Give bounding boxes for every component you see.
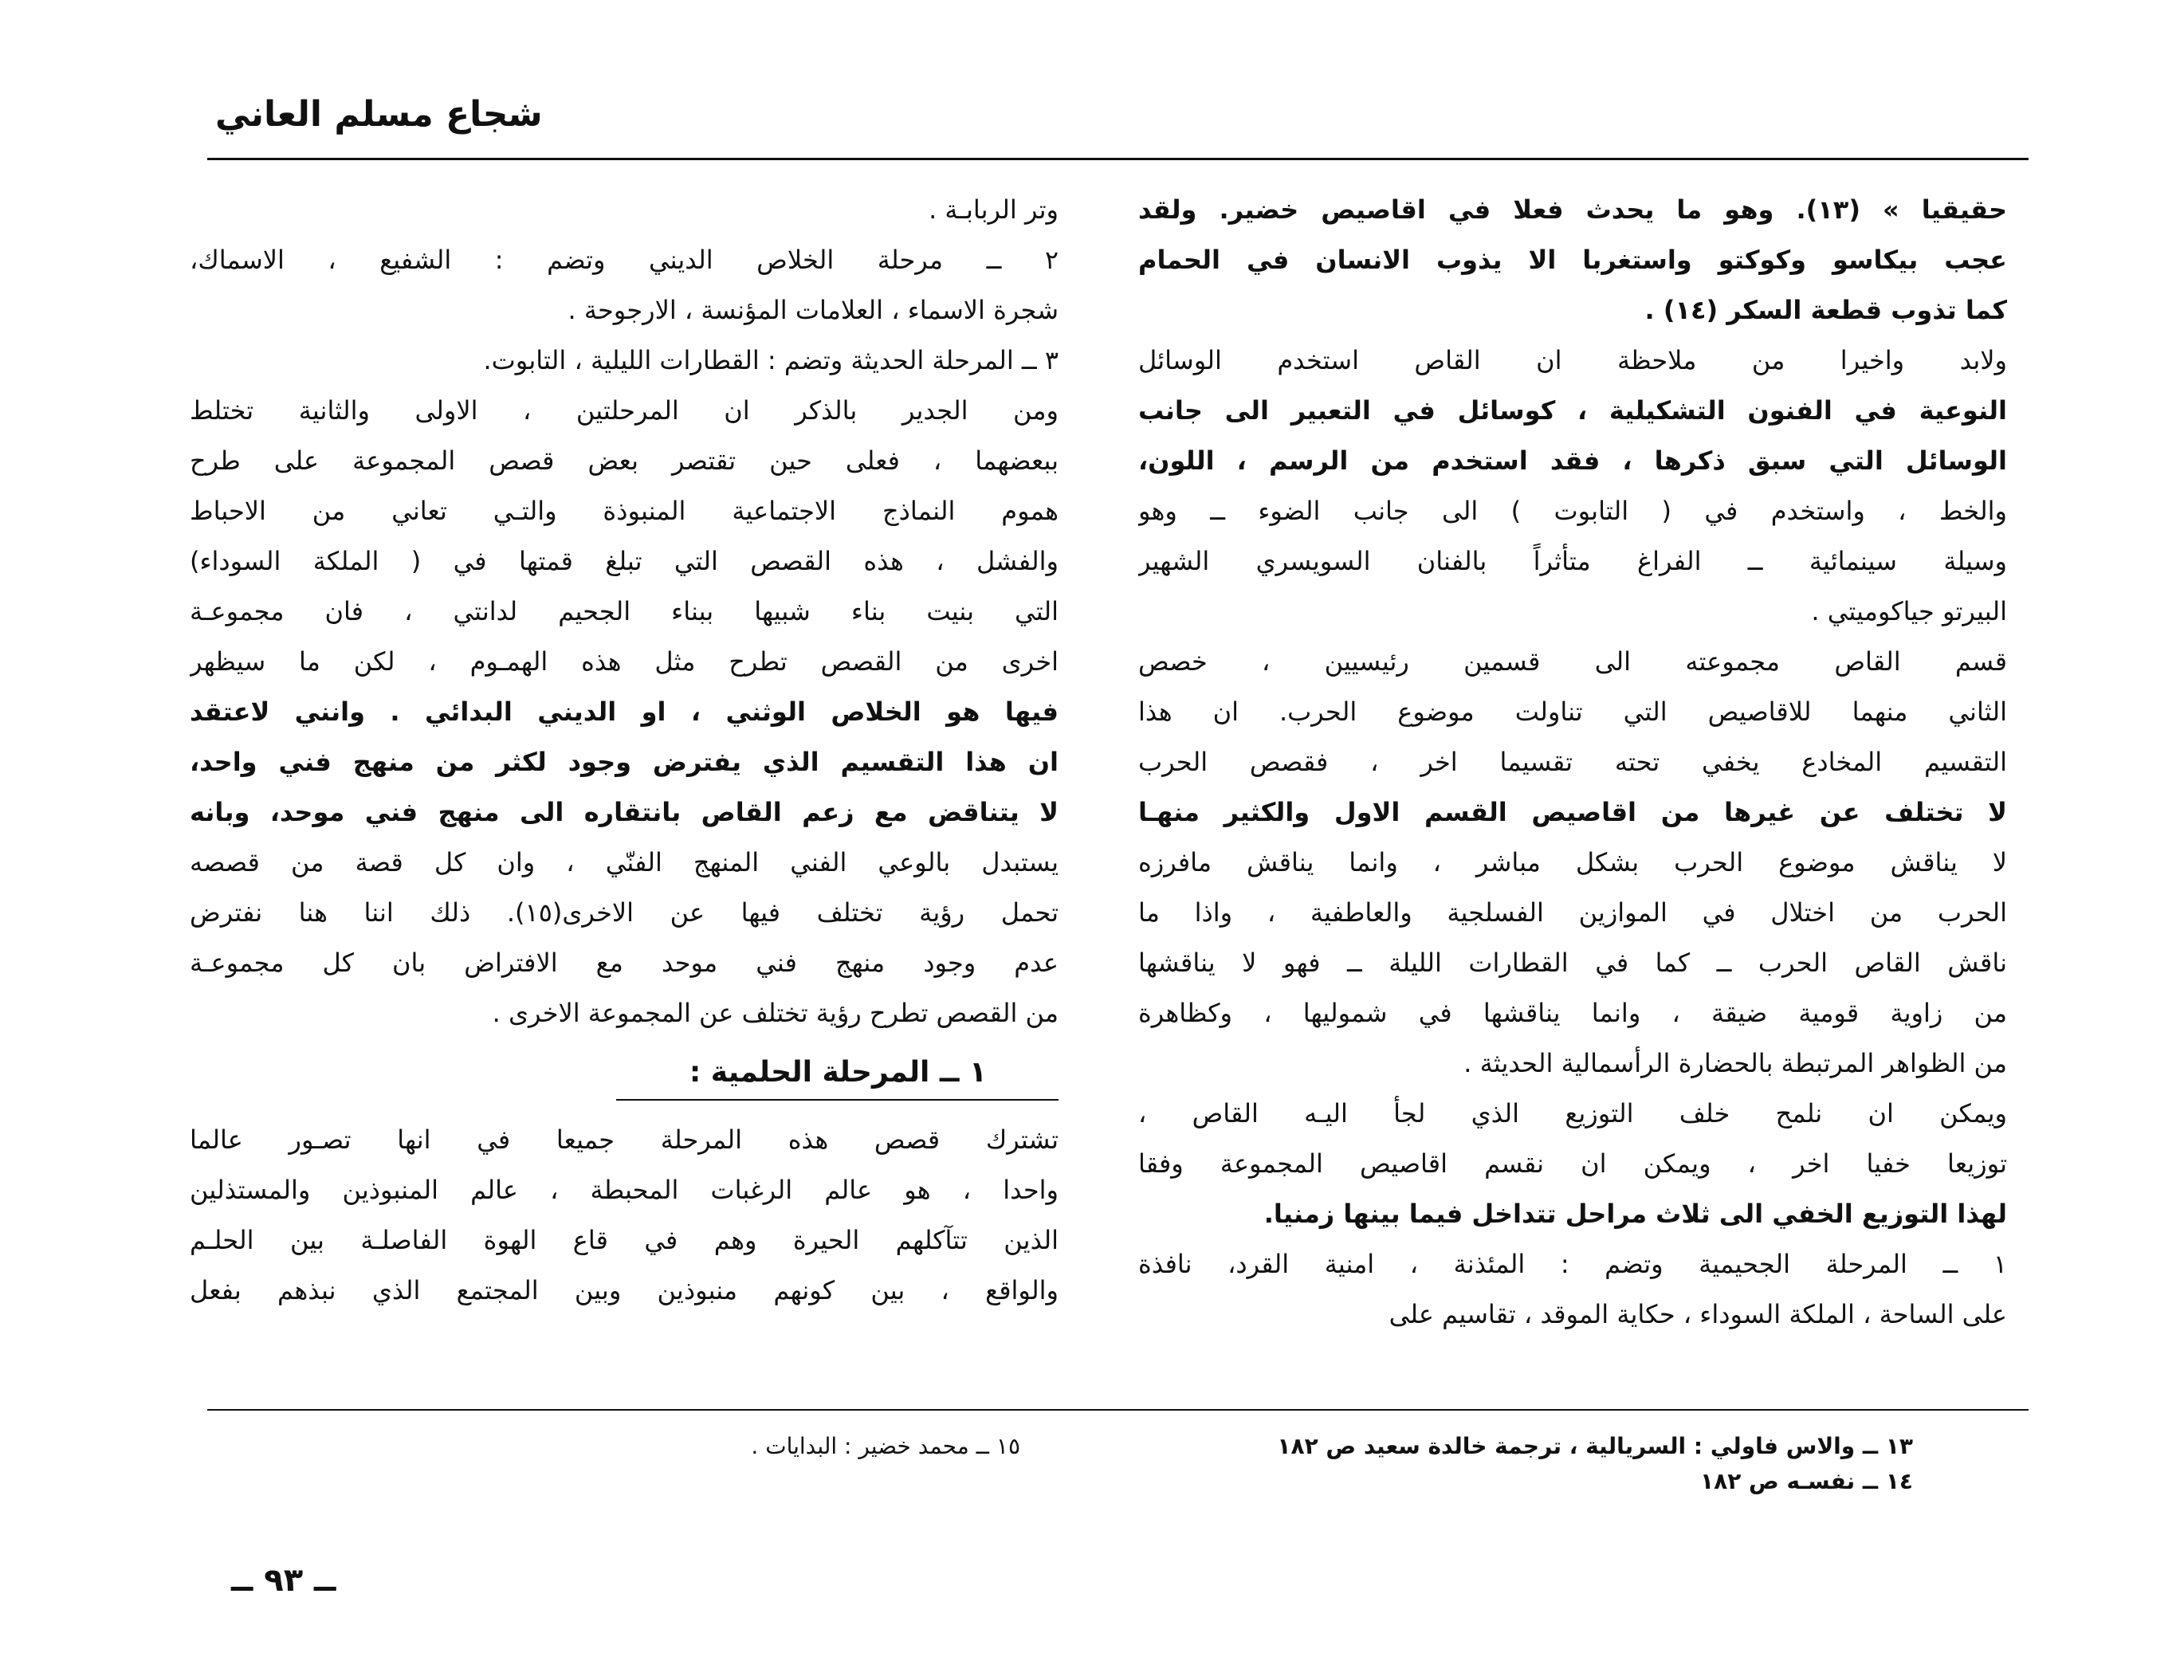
text-line: والخط ، واستخدم في ( التابوت ) الى جانب الضوء ــ وهو [1138, 496, 2007, 526]
text-line: من زاوية قومية ضيقة ، وانما يناقشها في شموليها ، وكظاهرة [1138, 998, 2007, 1028]
text-line: قسم القاص مجموعته الى قسمين رئيسيين ، خصص [1138, 646, 2007, 677]
text-line: التي بنيت بناء شبيها ببناء الجحيم لدانتي ، فان مجموعـة [190, 596, 1059, 626]
section-heading: ١ ــ المرحلة الحلمية : [689, 1056, 987, 1089]
text-line: اخرى من القصص تطرح مثل هذه الهمـوم ، لكن ما سيظهر [190, 646, 1059, 677]
text-line: تحمل رؤية تختلف فيها عن الاخرى(١٥). ذلك اننا هنا نفترض [190, 897, 1059, 928]
text-line: عجب بيكاسو وكوكتو واستغربا الا يذوب الانسان في الحمام [1138, 245, 2007, 275]
text-line: ٢ ــ مرحلة الخلاص الديني وتضم : الشفيع ، الاسماك، [190, 245, 1059, 275]
text-line: شجرة الاسماء ، العلامات المؤنسة ، الارجوحة . [568, 295, 1059, 325]
text-line: لا يتناقض مع زعم القاص بانتقاره الى منهج فني موحد، وبانه [190, 797, 1059, 827]
heading-underline [616, 1099, 1059, 1101]
text-line: لا تختلف عن غيرها من اقاصيص القسم الاول والكثير منهـا [1138, 797, 2007, 827]
text-column-left [190, 185, 1059, 1396]
text-line: الذين تتآكلهم الحيرة وهم في قاع الهوة الفاصلـة بين الحلـم [190, 1225, 1059, 1255]
text-line: كما تذوب قطعة السكر (١٤) . [1644, 295, 2007, 325]
text-line: حقيقيا » (١٣). وهو ما يحدث فعلا في اقاصيص خضير. ولقد [1138, 194, 2007, 225]
text-line: ١ ــ المرحلة الجحيمية وتضم : المئذنة ، امنية القرد، نافذة [1138, 1249, 2007, 1279]
text-line: والواقع ، بين كونهم منبوذين وبين المجتمع الذي نبذهم بفعل [190, 1275, 1059, 1305]
text-line: ولابد واخيرا من ملاحظة ان القاص استخدم الوسائل [1138, 345, 2007, 375]
text-line: لهذا التوزيع الخفي الى ثلاث مراحل تتداخل فيما بينها زمنيا. [1263, 1199, 2007, 1229]
text-line: من الظواهر المرتبطة بالحضارة الرأسمالية الحديثة . [1463, 1048, 2007, 1078]
text-line: توزيعا خفيا اخر ، ويمكن ان نقسم اقاصيص المجموعة وفقا [1138, 1148, 2007, 1179]
text-line: تشترك قصص هذه المرحلة جميعا في انها تصـور عالما [190, 1125, 1059, 1155]
spacer [190, 1038, 1059, 1046]
running-header-author: شجاع مسلم العاني [215, 94, 543, 135]
text-line: البيرتو جياكوميتي . [1811, 596, 2007, 626]
text-line: وتر الربابـة . [929, 194, 1059, 225]
text-line: من القصص تطرح رؤية تختلف عن المجموعة الاخرى . [492, 998, 1059, 1028]
text-line: واحدا ، هو عالم الرغبات المحبطة ، عالم المنبوذين والمستذلين [190, 1175, 1059, 1205]
text-line: والفشل ، هذه القصص التي تبلغ قمتها في ( الملكة السوداء) [190, 546, 1059, 576]
header-rule [207, 158, 2029, 160]
page-number: ــ ٩٣ ــ [231, 1562, 336, 1599]
text-line: ٣ ــ المرحلة الحديثة وتضم : القطارات الليلية ، التابوت. [483, 345, 1059, 375]
text-line: وسيلة سينمائية ــ الفراغ متأثراً بالفنان السويسري الشهير [1138, 546, 2007, 576]
text-line: الوسائل التي سبق ذكرها ، فقد استخدم من الرسم ، اللون، [1138, 446, 2007, 476]
text-line: ان هذا التقسيم الذي يفترض وجود لكثر من منهج فني واحد، [190, 747, 1059, 777]
text-line: ويمكن ان نلمح خلف التوزيع الذي لجأ اليـه القاص ، [1138, 1098, 2007, 1129]
text-line: لا يناقش موضوع الحرب بشكل مباشر ، وانما يناقش مافرزه [1138, 847, 2007, 877]
footnote-13: ١٣ ــ والاس فاولي : السريالية ، ترجمة خالدة سعيد ص ١٨٢ [1277, 1433, 1913, 1459]
text-line: ببعضهما ، فعلى حين تقتصر بعض قصص المجموعة على طرح [190, 446, 1059, 476]
text-line: هموم النماذج الاجتماعية المنبوذة والتـي تعاني من الاحباط [190, 496, 1059, 526]
footnote-14: ١٤ ــ نفسـه ص ١٨٢ [1700, 1468, 1913, 1494]
footnote-15: ١٥ ــ محمد خضير : البدايات . [751, 1433, 1020, 1459]
text-line: عدم وجود منهج فني موحد مع الافتراض بان كل مجموعـة [190, 948, 1059, 978]
text-line: فيها هو الخلاص الوثني ، او الديني البدائي . وانني لاعتقد [190, 697, 1059, 727]
text-line: ومن الجدير بالذكر ان المرحلتين ، الاولى والثانية تختلط [190, 395, 1059, 426]
text-line: يستبدل بالوعي الفني المنهج الفنّي ، وان كل قصة من قصصه [190, 847, 1059, 877]
text-line: التقسيم المخادع يخفي تحته تقسيما اخر ، فقصص الحرب [1138, 747, 2007, 777]
text-line: الثاني منهما للاقاصيص التي تناولت موضوع الحرب. ان هذا [1138, 697, 2007, 727]
text-line: ناقش القاص الحرب ــ كما في القطارات الليلة ــ فهو لا يناقشها [1138, 948, 2007, 978]
text-line: النوعية في الفنون التشكيلية ، كوسائل في التعبير الى جانب [1138, 395, 2007, 426]
footnote-rule [207, 1409, 2029, 1411]
text-line: على الساحة ، الملكة السوداء ، حكاية الموقد ، تقاسيم على [1389, 1299, 2007, 1329]
text-column-right [1138, 185, 2007, 1396]
text-line: الحرب من اختلال في الموازين الفسلجية والعاطفية ، واذا ما [1138, 897, 2007, 928]
